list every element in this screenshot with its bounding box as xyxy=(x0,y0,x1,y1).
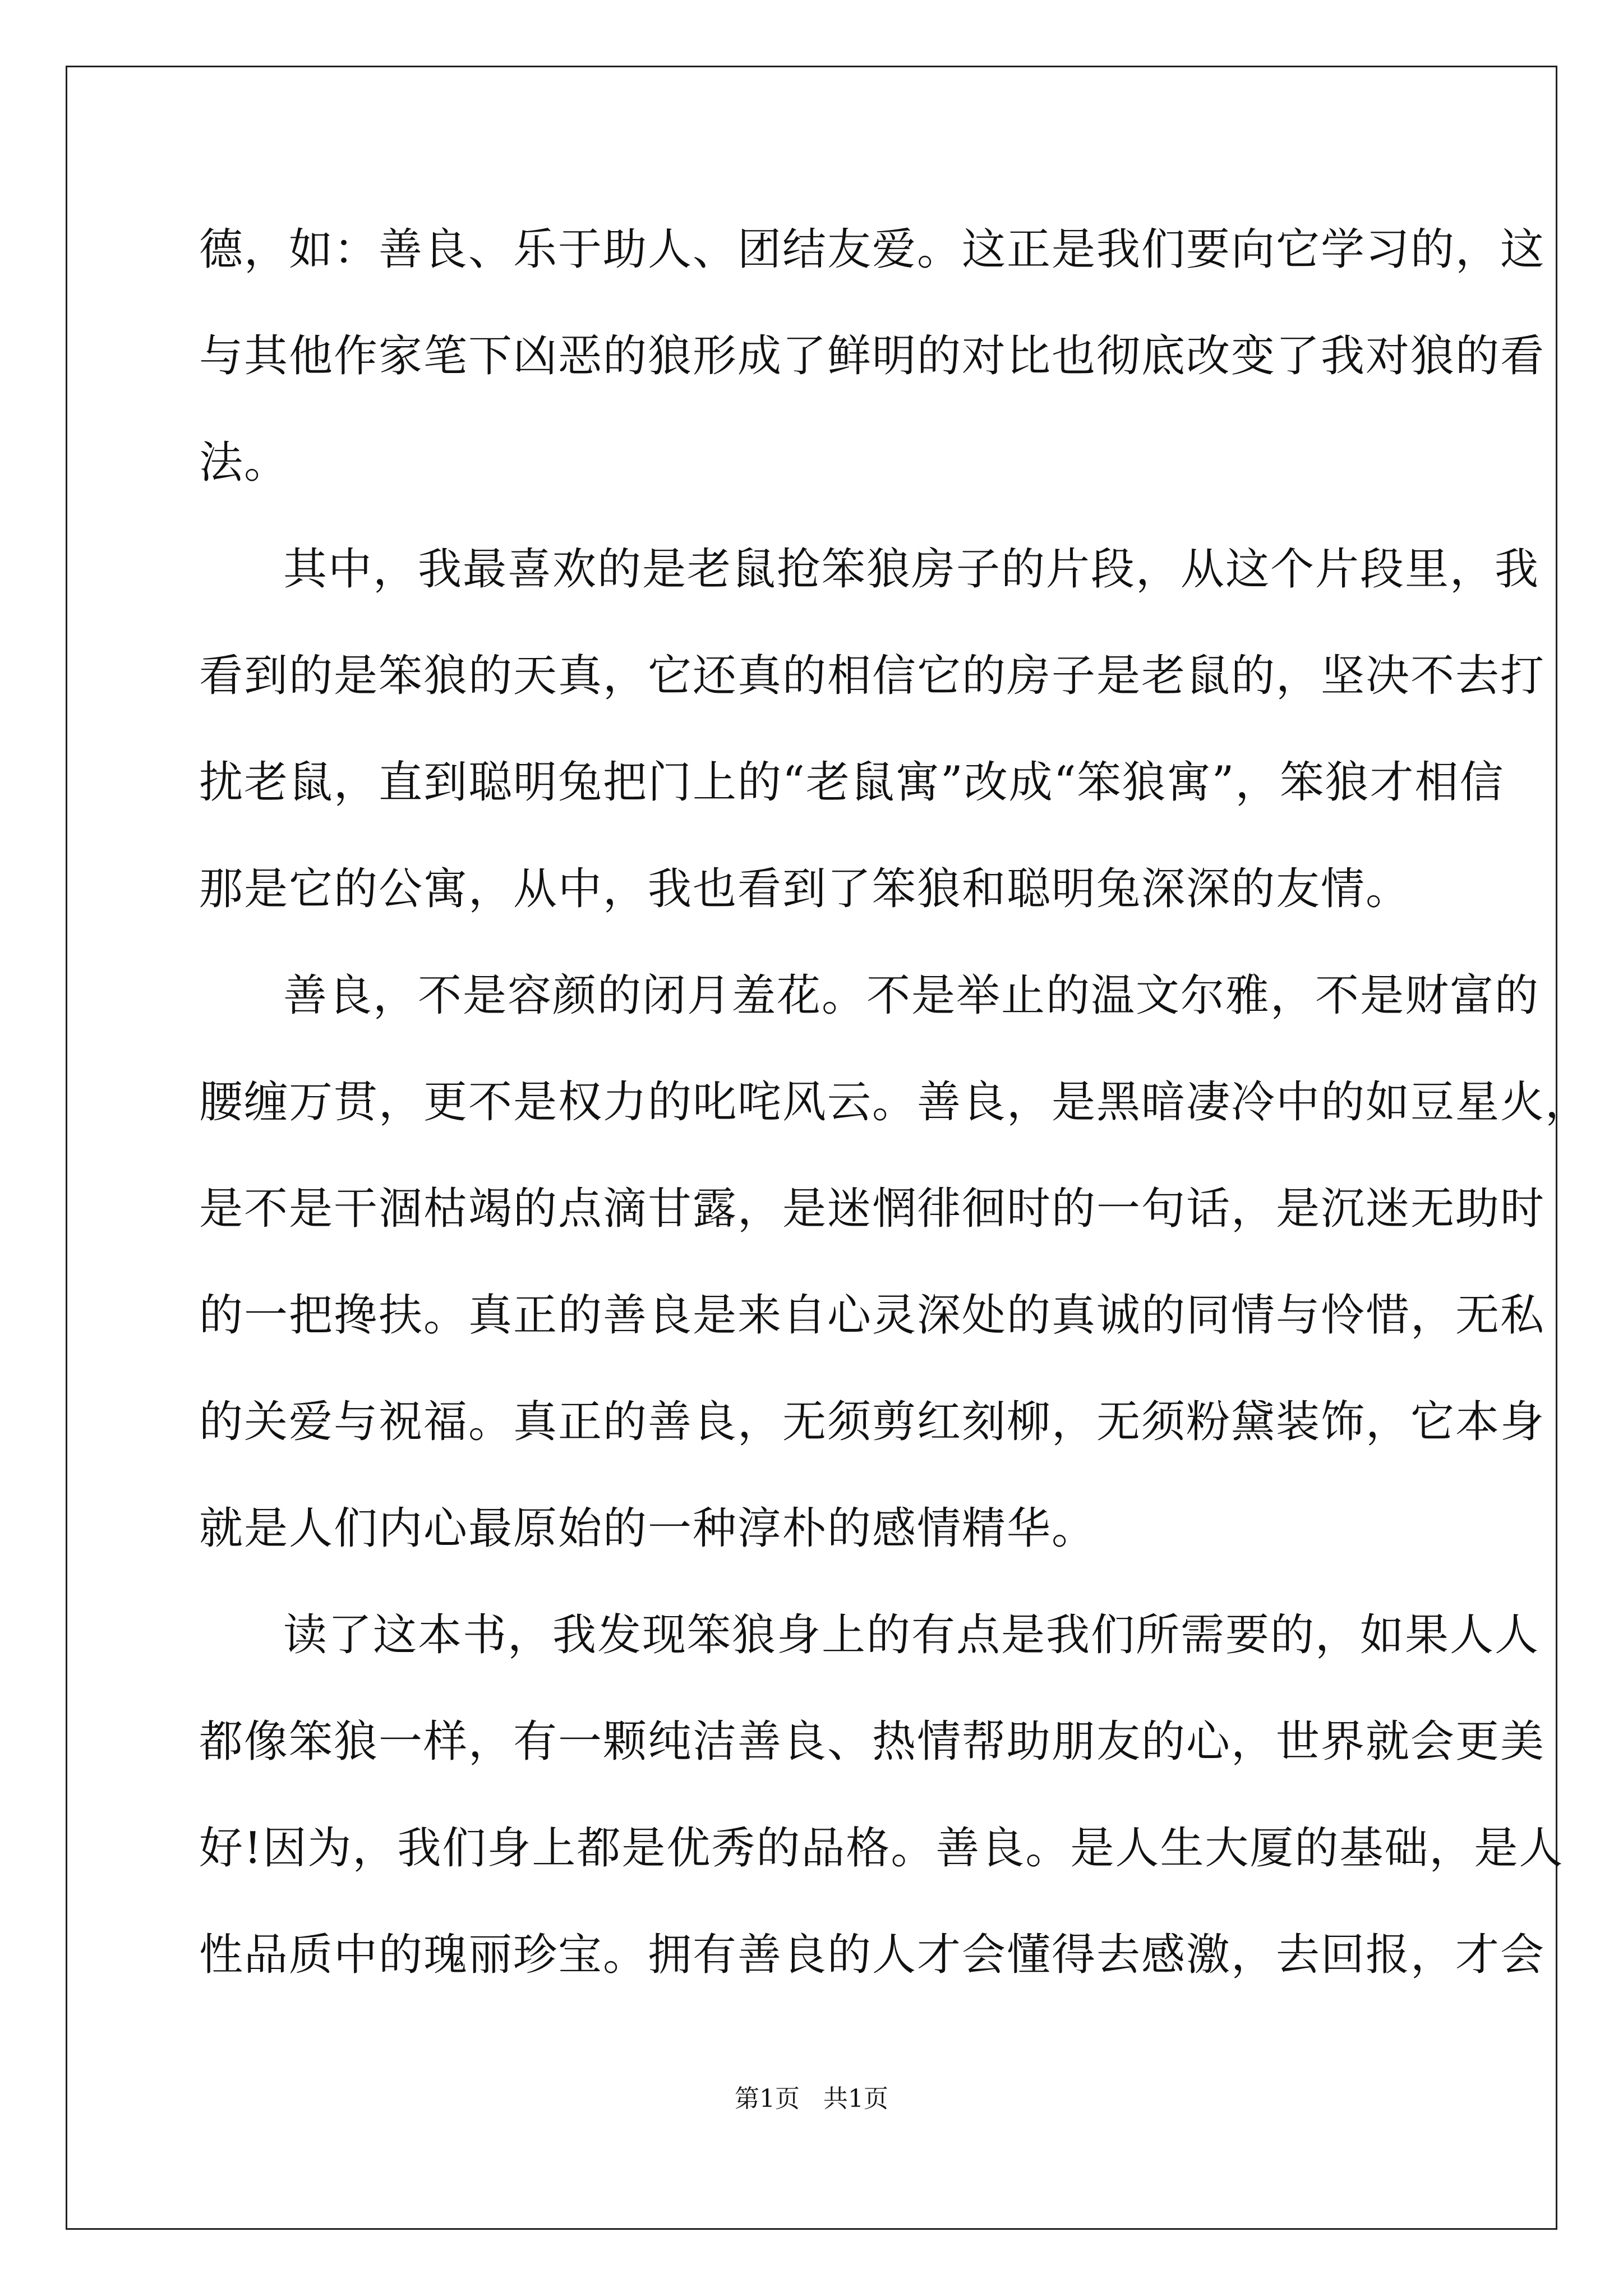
text-line: 性品质中的瑰丽珍宝。拥有善良的人才会懂得去感激，去回报，才会 xyxy=(199,1930,1546,1980)
text-line: 的一把搀扶。真正的善良是来自心灵深处的真诚的同情与怜惜，无私 xyxy=(199,1290,1546,1341)
page-number-footer: 第1页 共1页 xyxy=(735,2085,888,2113)
text-line: 好!因为，我们身上都是优秀的品格。善良。是人生大厦的基础，是人 xyxy=(199,1823,1564,1874)
paragraph-start-line: 善良，不是容颜的闭月羞花。不是举止的温文尔雅，不是财富的 xyxy=(283,970,1540,1021)
text-line: 那是它的公寓，从中，我也看到了笨狼和聪明兔深深的友情。 xyxy=(199,864,1411,914)
text-line: 是不是干涸枯竭的点滴甘露，是迷惘徘徊时的一句话，是沉迷无助时 xyxy=(199,1184,1546,1234)
text-line: 的关爱与祝福。真正的善良，无须剪红刻柳，无须粉黛装饰，它本身 xyxy=(199,1397,1546,1447)
paragraph-start-line: 其中，我最喜欢的是老鼠抢笨狼房子的片段，从这个片段里，我 xyxy=(283,544,1540,595)
text-line: 法。 xyxy=(199,438,289,488)
text-line: 扰老鼠，直到聪明兔把门上的“老鼠寓”改成“笨狼寓”，笨狼才相信 xyxy=(199,757,1505,808)
document-body xyxy=(199,219,1590,2031)
text-line: 德，如：善良、乐于助人、团结友爱。这正是我们要向它学习的，这 xyxy=(199,224,1546,275)
text-line: 看到的是笨狼的天真，它还真的相信它的房子是老鼠的，坚决不去打 xyxy=(199,651,1546,701)
text-line: 就是人们内心最原始的一种淳朴的感情精华。 xyxy=(199,1503,1097,1554)
text-line: 腰缠万贯，更不是权力的叱咤风云。善良，是黑暗凄冷中的如豆星火， xyxy=(199,1077,1590,1128)
text-line: 与其他作家笔下凶恶的狼形成了鲜明的对比也彻底改变了我对狼的看 xyxy=(199,331,1546,381)
paragraph-start-line: 读了这本书，我发现笨狼身上的有点是我们所需要的，如果人人 xyxy=(283,1610,1540,1660)
text-line: 都像笨狼一样，有一颗纯洁善良、热情帮助朋友的心，世界就会更美 xyxy=(199,1717,1546,1767)
